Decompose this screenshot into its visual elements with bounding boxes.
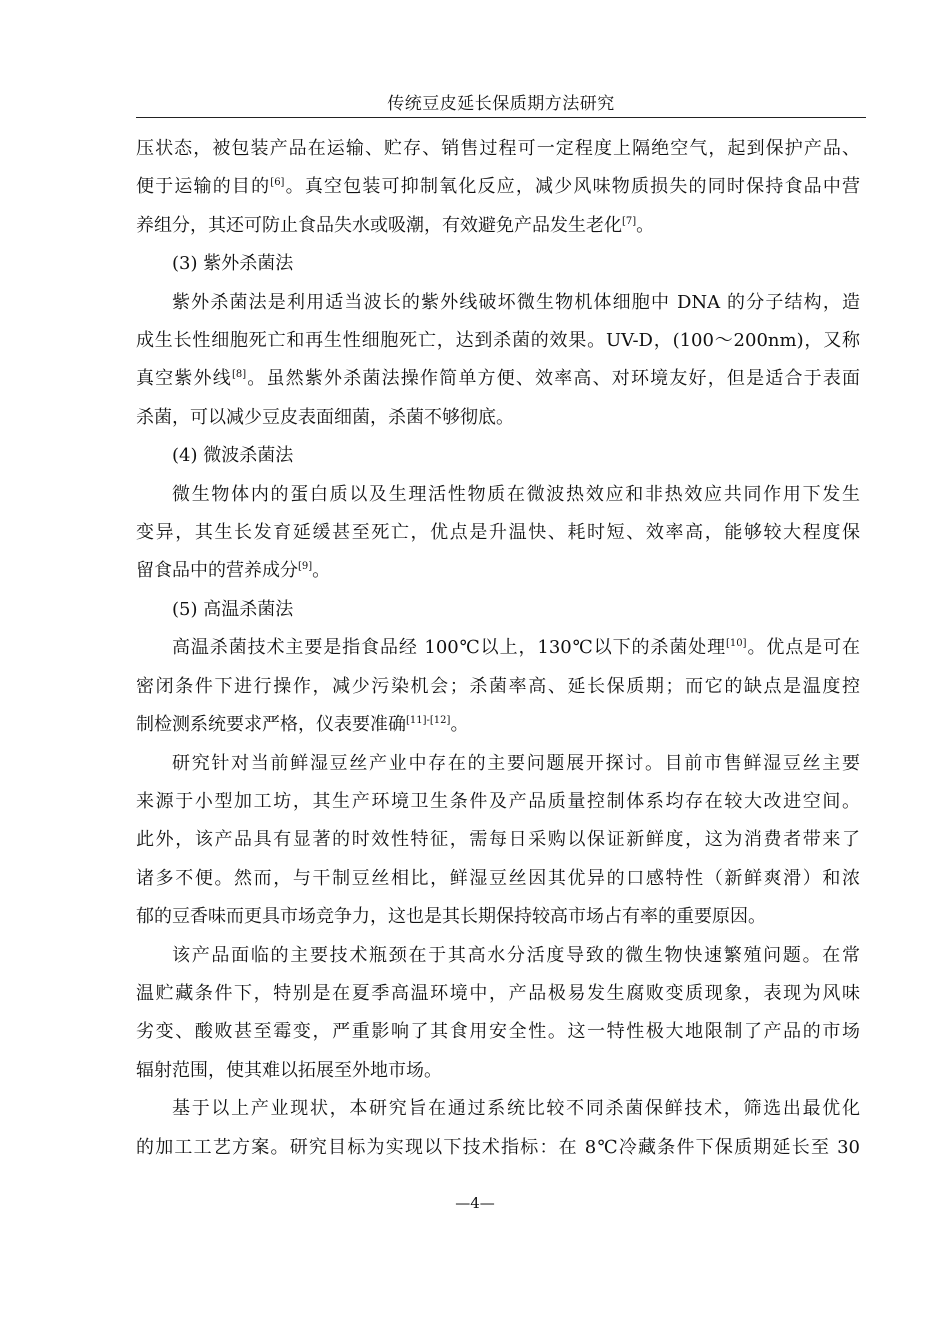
paragraph-line: [136, 284, 860, 322]
section-heading: (3) 紫外杀菌法: [172, 253, 294, 275]
paragraph: [136, 284, 860, 438]
text-run: 制检测系统要求严格，仪表要准确: [136, 714, 406, 736]
paragraph-line: [136, 706, 860, 744]
citation-ref: [9]: [298, 561, 313, 573]
citation-ref: [10]: [726, 638, 747, 650]
body-text: [136, 130, 860, 1167]
paragraph-line: [136, 1129, 860, 1167]
citation-ref: [7]: [622, 215, 637, 227]
paragraph-line: [136, 745, 860, 783]
text-run: 辐射范围，使其难以拓展至外地市场。: [136, 1059, 442, 1081]
citation-ref: [11]-[12]: [406, 715, 451, 727]
text-run: 微生物体内的蛋白质以及生理活性物质在微波热效应和非热效应共同作用下发生: [172, 483, 860, 505]
text-run: 杀菌，可以减少豆皮表面细菌，杀菌不够彻底。: [136, 406, 514, 428]
text-run: 紫外杀菌法是利用适当波长的紫外线破坏微生物机体细胞中 DNA 的分子结构，造: [172, 291, 860, 313]
text-run: 留食品中的营养成分: [136, 560, 298, 582]
paragraph-line: [136, 476, 860, 514]
citation-ref: [6]: [270, 177, 285, 189]
paragraph-line: [136, 898, 860, 936]
text-run: 成生长性细胞死亡和再生性细胞死亡，达到杀菌的效果。UV-D，(100～200nm)，又称: [136, 330, 860, 352]
paragraph-line: [136, 399, 860, 437]
paragraph-line: [136, 322, 860, 360]
paragraph-line: [136, 783, 860, 821]
header-rule: [136, 117, 866, 118]
paragraph: [136, 745, 860, 937]
text-run: 变异，其生长发育延缓甚至死亡，优点是升温快、耗时短、效率高，能够较大程度保: [136, 522, 860, 544]
paragraph-line: [136, 514, 860, 552]
paragraph-line: [136, 168, 860, 206]
paragraph-line: [136, 130, 860, 168]
text-run: 此外，该产品具有显著的时效性特征，需每日采购以保证新鲜度，这为消费者带来了: [136, 829, 860, 851]
text-run: 。: [636, 214, 655, 236]
paragraph-line: [136, 1013, 860, 1051]
text-run: 该产品面临的主要技术瓶颈在于其高水分活度导致的微生物快速繁殖问题。在常: [172, 944, 860, 966]
section-heading: (5) 高温杀菌法: [172, 598, 294, 620]
text-run: 便于运输的目的: [136, 176, 271, 198]
paragraph-line: [136, 668, 860, 706]
text-run: 真空紫外线: [136, 368, 232, 390]
text-run: 温贮藏条件下，特别是在夏季高温环境中，产品极易发生腐败变质现象，表现为风味: [136, 982, 860, 1004]
paragraph-line: [136, 360, 860, 398]
text-run: 。: [312, 560, 331, 582]
paragraph-line: [136, 629, 860, 667]
text-run: 密闭条件下进行操作，减少污染机会；杀菌率高、延长保质期；而它的缺点是温度控: [136, 675, 860, 697]
text-run: 的加工工艺方案。研究目标为实现以下技术指标：在 8℃冷藏条件下保质期延长至 30: [136, 1136, 860, 1158]
section-heading: (4) 微波杀菌法: [172, 445, 294, 467]
running-header-title: 传统豆皮延长保质期方法研究: [387, 94, 615, 114]
paragraph-line: [136, 821, 860, 859]
citation-ref: [8]: [231, 369, 247, 381]
text-run: 高温杀菌技术主要是指食品经 100℃以上，130℃以下的杀菌处理: [172, 637, 727, 659]
paragraph: [136, 476, 860, 591]
text-run: 。: [450, 714, 469, 736]
page-number: —4—: [455, 1194, 495, 1212]
text-run: 基于以上产业现状，本研究旨在通过系统比较不同杀菌保鲜技术，筛选出最优化: [172, 1098, 860, 1120]
paragraph-line: [136, 552, 860, 590]
text-run: 压状态，被包装产品在运输、贮存、销售过程可一定程度上隔绝空气，起到保护产品、: [136, 138, 860, 159]
paragraph-line: [136, 860, 860, 898]
text-run: 养组分，其还可防止食品失水或吸潮，有效避免产品发生老化: [136, 214, 622, 236]
paragraph: [136, 629, 860, 744]
text-run: 劣变、酸败甚至霉变，严重影响了其食用安全性。这一特性极大地限制了产品的市场: [136, 1021, 860, 1043]
text-run: 研究针对当前鲜湿豆丝产业中存在的主要问题展开探讨。目前市售鲜湿豆丝主要: [172, 752, 860, 774]
text-run: 来源于小型加工坊，其生产环境卫生条件及产品质量控制体系均存在较大改进空间。: [136, 790, 860, 812]
paragraph: [136, 1090, 860, 1167]
text-run: 诸多不便。然而，与干制豆丝相比，鲜湿豆丝因其优异的口感特性（新鲜爽滑）和浓: [136, 867, 860, 889]
text-run: 。虽然紫外杀菌法操作简单方便、效率高、对环境友好，但是适合于表面: [246, 368, 861, 390]
paragraph: [136, 937, 860, 1091]
paragraph-line: [136, 975, 860, 1013]
text-run: 。优点是可在: [746, 637, 860, 659]
text-run: 郁的豆香味而更具市场竞争力，这也是其长期保持较高市场占有率的重要原因。: [136, 906, 766, 928]
paragraph-line: [136, 1090, 860, 1128]
paragraph-line: [136, 937, 860, 975]
paragraph: [136, 130, 860, 245]
paragraph-line: [136, 1052, 860, 1090]
text-run: 。真空包装可抑制氧化反应，减少风味物质损失的同时保持食品中营: [284, 176, 861, 198]
paragraph-line: [136, 207, 860, 245]
